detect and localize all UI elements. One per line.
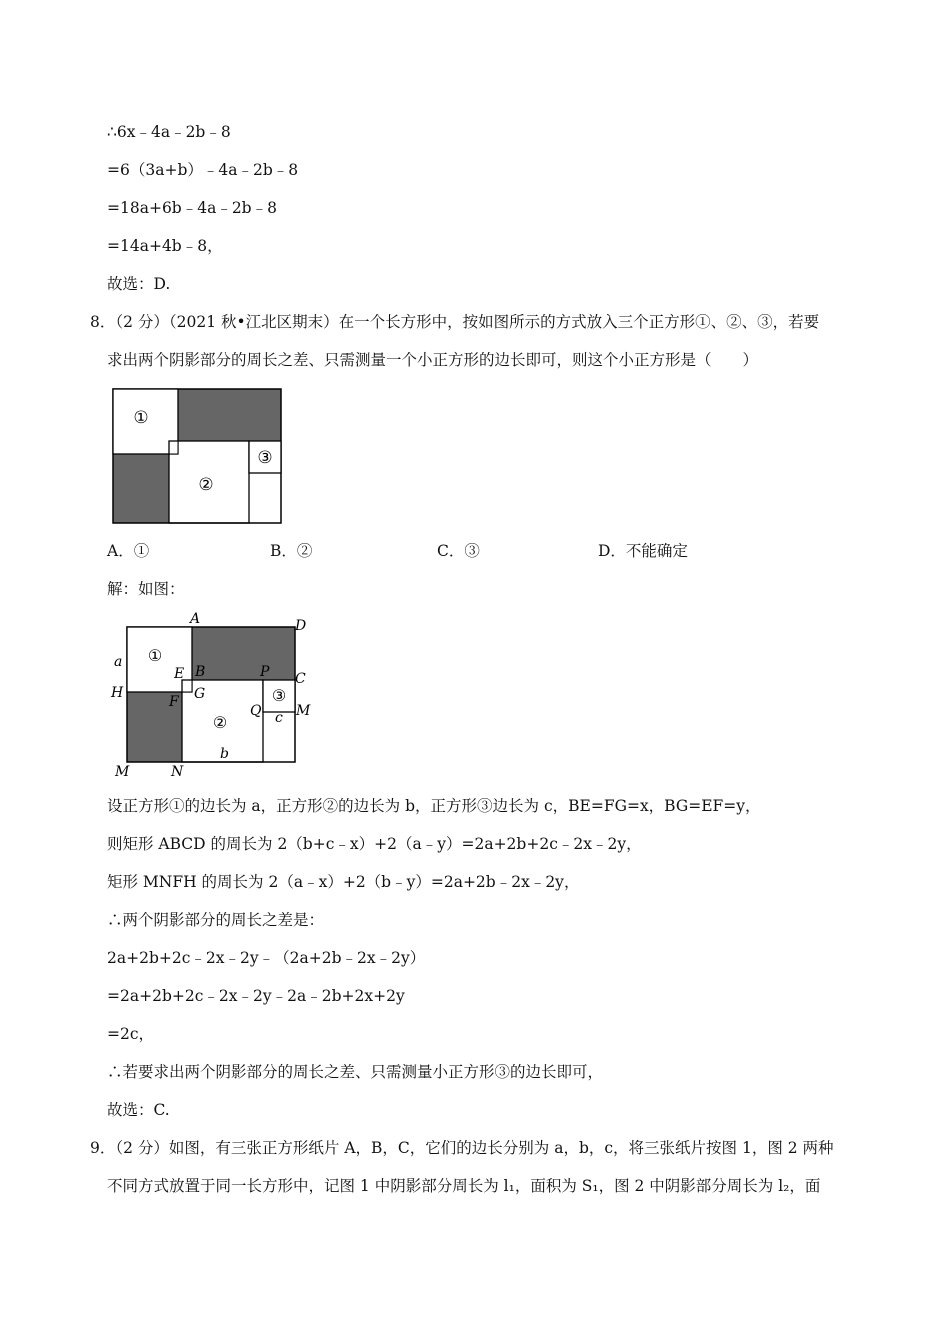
prev-solution-line-1: ∴6x﹣4a﹣2b﹣8 xyxy=(107,123,231,141)
label-E: E xyxy=(174,666,185,682)
label-P: P xyxy=(260,664,270,680)
label-Q: Q xyxy=(250,703,262,719)
prev-solution-line-3: =18a+6b﹣4a﹣2b﹣8 xyxy=(107,199,277,217)
label-F: F xyxy=(169,694,179,710)
q9-stem-line-2: 不同方式放置于同一长方形中，记图 1 中阴影部分周长为 l₁，面积为 S₁，图 2 中阴影部分周长为 l₂，面 xyxy=(107,1177,821,1195)
label-b: b xyxy=(220,746,229,762)
label-c: c xyxy=(275,710,283,726)
label-D: D xyxy=(295,618,307,634)
q8-label-sq1: ① xyxy=(133,408,149,428)
prev-solution-answer: 故选：D. xyxy=(107,275,171,293)
label-A: A xyxy=(190,611,201,627)
label-a: a xyxy=(114,654,123,670)
q8-option-b: B．② xyxy=(270,542,313,560)
q8-solution-line-7: =2c， xyxy=(107,1025,155,1043)
q8-solution-intro: 解：如图： xyxy=(107,580,185,598)
q8-solution-figure xyxy=(105,608,325,784)
q8-solution-answer: 故选：C. xyxy=(107,1101,170,1119)
q8-stem-line-2: 求出两个阴影部分的周长之差、只需测量一个小正方形的边长即可，则这个小正方形是（ ） xyxy=(107,351,759,369)
q8-solution-line-6: =2a+2b+2c﹣2x﹣2y﹣2a﹣2b+2x+2y xyxy=(107,987,405,1005)
q8-solution-line-3: 矩形 MNFH 的周长为 2（a﹣x）+2（b﹣y）=2a+2b﹣2x﹣2y， xyxy=(107,873,580,891)
q8-label-sq2: ② xyxy=(198,475,214,495)
q8-option-c: C．③ xyxy=(437,542,480,560)
label-sq2: ② xyxy=(212,713,228,732)
label-M-bottom: M xyxy=(115,764,130,780)
shaded-rect-abcd xyxy=(192,627,295,680)
q8-option-d: D．不能确定 xyxy=(598,542,688,560)
label-H: H xyxy=(111,685,124,701)
q8-label-sq3: ③ xyxy=(257,448,273,468)
shaded-region-left xyxy=(113,454,169,523)
q8-solution-line-2: 则矩形 ABCD 的周长为 2（b+c﹣x）+2（a﹣y）=2a+2b+2c﹣2x﹣2y， xyxy=(107,835,642,853)
prev-solution-line-2: =6（3a+b）﹣4a﹣2b﹣8 xyxy=(107,161,299,179)
label-sq1: ① xyxy=(147,646,163,665)
label-B: B xyxy=(195,664,206,680)
label-C: C xyxy=(295,671,306,687)
label-G: G xyxy=(194,686,206,702)
q8-solution-line-1: 设正方形①的边长为 a，正方形②的边长为 b，正方形③边长为 c，BE=FG=x，BG=EF=y， xyxy=(107,797,761,815)
label-M-right: M xyxy=(296,703,311,719)
prev-solution-line-4: =14a+4b﹣8， xyxy=(107,237,223,255)
q8-stem-line-1: 8．（2 分）（2021 秋•江北区期末）在一个长方形中，按如图所示的方式放入三个正方形①、②、③，若要 xyxy=(90,313,820,331)
shaded-region-top xyxy=(178,389,281,441)
label-sq3: ③ xyxy=(271,686,287,705)
q8-option-a: A．① xyxy=(107,542,150,560)
q8-solution-line-5: 2a+2b+2c﹣2x﹣2y﹣（2a+2b﹣2x﹣2y） xyxy=(107,949,426,967)
q8-solution-line-8: ∴若要求出两个阴影部分的周长之差、只需测量小正方形③的边长即可， xyxy=(107,1063,604,1081)
q8-solution-line-4: ∴两个阴影部分的周长之差是： xyxy=(107,911,325,929)
small-overlap-square xyxy=(169,441,178,454)
q9-stem-line-1: 9．（2 分）如图，有三张正方形纸片 A，B，C，它们的边长分别为 a，b，c，将三张纸片按图 1，图 2 两种 xyxy=(90,1139,834,1157)
q8-figure xyxy=(110,386,285,526)
label-N: N xyxy=(171,764,184,780)
